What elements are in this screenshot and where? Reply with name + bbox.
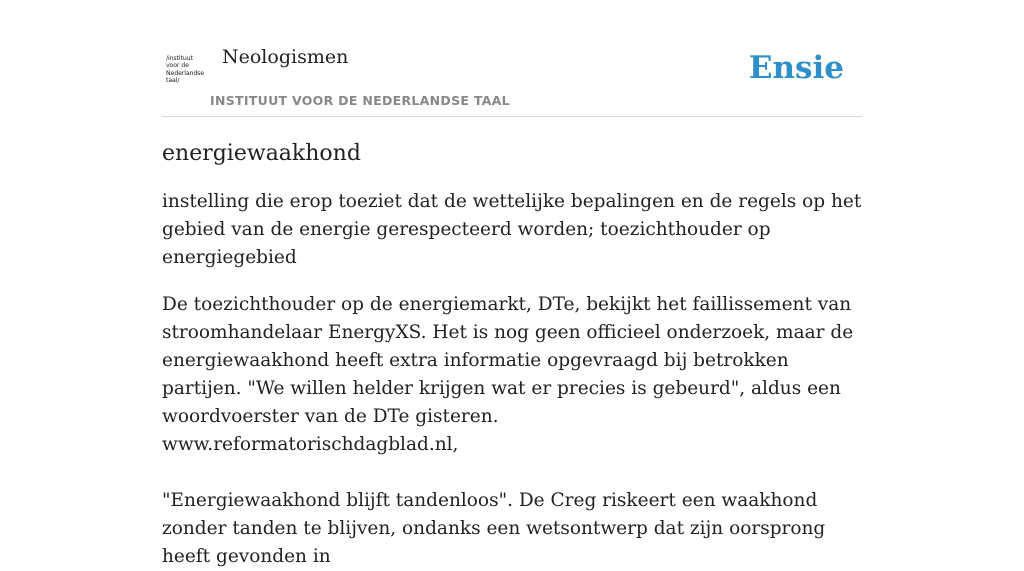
ivdnt-logo[interactable] bbox=[166, 55, 208, 89]
ensie-brand-logo[interactable]: Ensie bbox=[748, 50, 844, 86]
logo-line: /instituut bbox=[166, 55, 193, 62]
site-subtitle: INSTITUUT VOOR DE NEDERLANDSE TAAL bbox=[210, 93, 510, 108]
logo-line: taal/ bbox=[166, 77, 180, 85]
entry-quotes bbox=[162, 291, 864, 571]
quote-text: "Energiewaakhond blijft tandenloos". De Creg riskeert een waakhond zonder tanden te blijven, ondanks een wetsontwerp dat zijn oorsprong heeft gevonden in bbox=[162, 490, 826, 567]
site-title[interactable]: Neologismen bbox=[222, 46, 349, 68]
quote-text: De toezichthouder op de energiemarkt, DTe, bekijkt het faillissement van stroomhandelaar EnergyXS. Het is nog geen officieel onderzoek, maar de energiewaakhond heeft extra informatie opgevraagd bij betrokken partijen. "We willen helder krijgen wat er precies is gebeurd", aldus een woordvoerster van de DTe gisteren. bbox=[162, 294, 854, 427]
site-header bbox=[162, 0, 862, 117]
entry-content bbox=[162, 138, 864, 571]
logo-line: voor de bbox=[166, 62, 189, 70]
quote-spacer bbox=[162, 459, 864, 487]
entry-definition: instelling die erop toeziet dat de wettelijke bepalingen en de regels op het gebied van de energie gerespecteerd worden; toezichthouder op energiegebied bbox=[162, 191, 862, 268]
entry-headword: energiewaakhond bbox=[162, 141, 361, 166]
quote-source: www.reformatorischdagblad.nl, bbox=[162, 434, 459, 455]
logo-line: Nederlandse bbox=[166, 69, 205, 77]
